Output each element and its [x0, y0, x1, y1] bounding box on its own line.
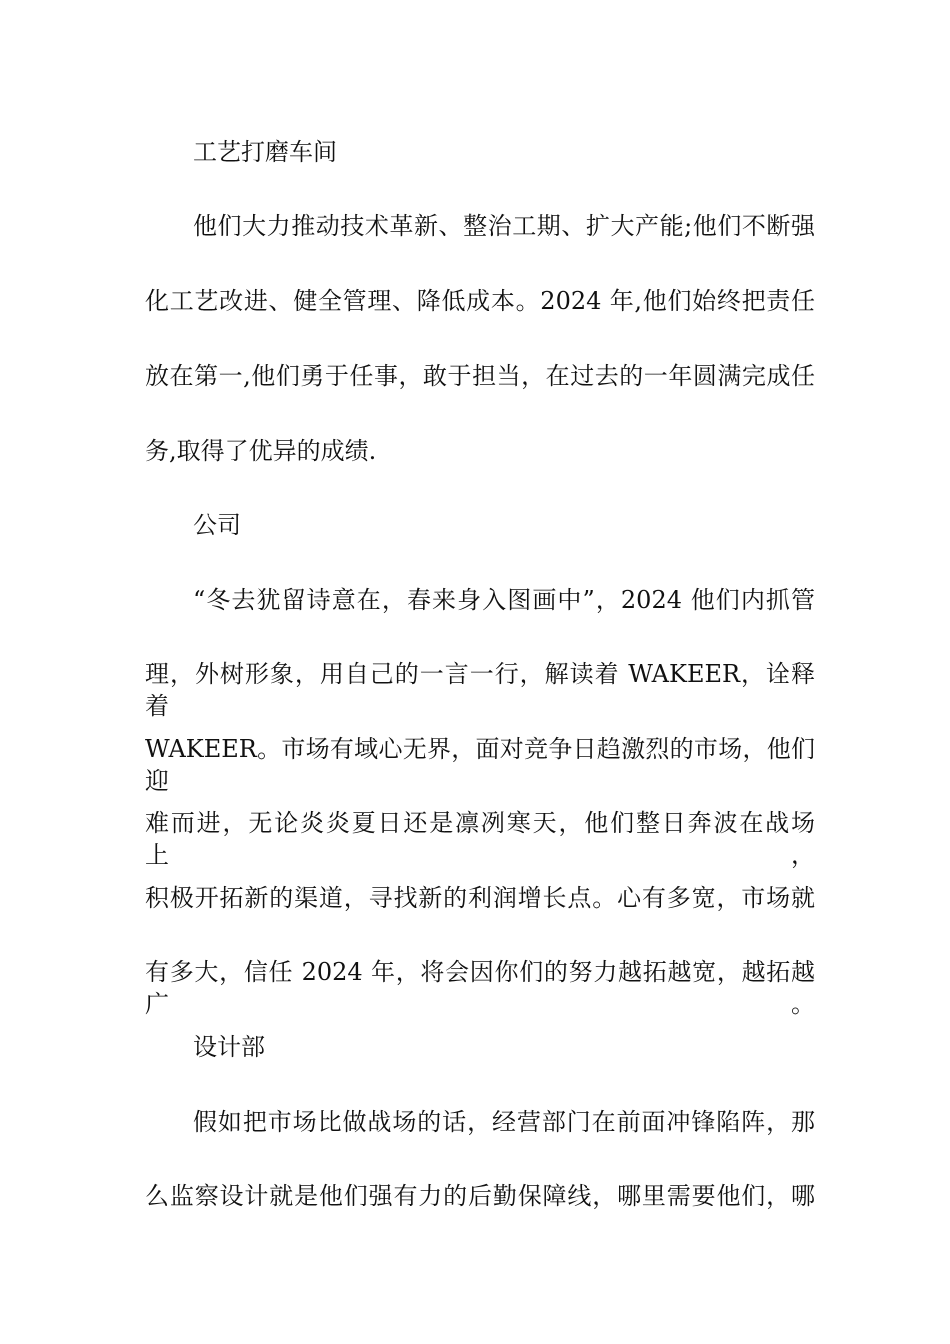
section-heading-workshop: 工艺打磨车间 [193, 138, 337, 166]
paragraph-line: 有多大，信任 2024 年，将会因你们的努力越拓越宽，越拓越广。 [145, 958, 815, 1018]
paragraph-line: 化工艺改进、健全管理、降低成本。2024 年,他们始终把责任 [145, 287, 815, 315]
paragraph-line: 务,取得了优异的成绩. [145, 437, 377, 465]
paragraph-line: 他们大力推动技术革新、整治工期、扩大产能;他们不断强 [193, 212, 815, 240]
paragraph-line: 积极开拓新的渠道，寻找新的利润增长点。心有多宽，市场就 [145, 884, 815, 912]
paragraph-line: 假如把市场比做战场的话，经营部门在前面冲锋陷阵，那 [193, 1108, 815, 1136]
paragraph-line: WAKEER。市场有域心无界，面对竞争日趋激烈的市场，他们迎 [145, 735, 815, 795]
paragraph-line: 么监察设计就是他们强有力的后勤保障线，哪里需要他们，哪 [145, 1182, 815, 1210]
paragraph-line: “冬去犹留诗意在，春来身入图画中”，2024 他们内抓管 [193, 586, 815, 614]
paragraph-line: 难而进，无论炎炎夏日还是凛冽寒天，他们整日奔波在战场上， [145, 809, 815, 869]
paragraph-line: 理，外树形象，用自己的一言一行，解读着 WAKEER，诠释着 [145, 660, 815, 720]
section-heading-design: 设计部 [193, 1033, 265, 1061]
paragraph-line: 放在第一,他们勇于任事，敢于担当，在过去的一年圆满完成任 [145, 362, 815, 390]
section-heading-company: 公司 [193, 511, 241, 539]
